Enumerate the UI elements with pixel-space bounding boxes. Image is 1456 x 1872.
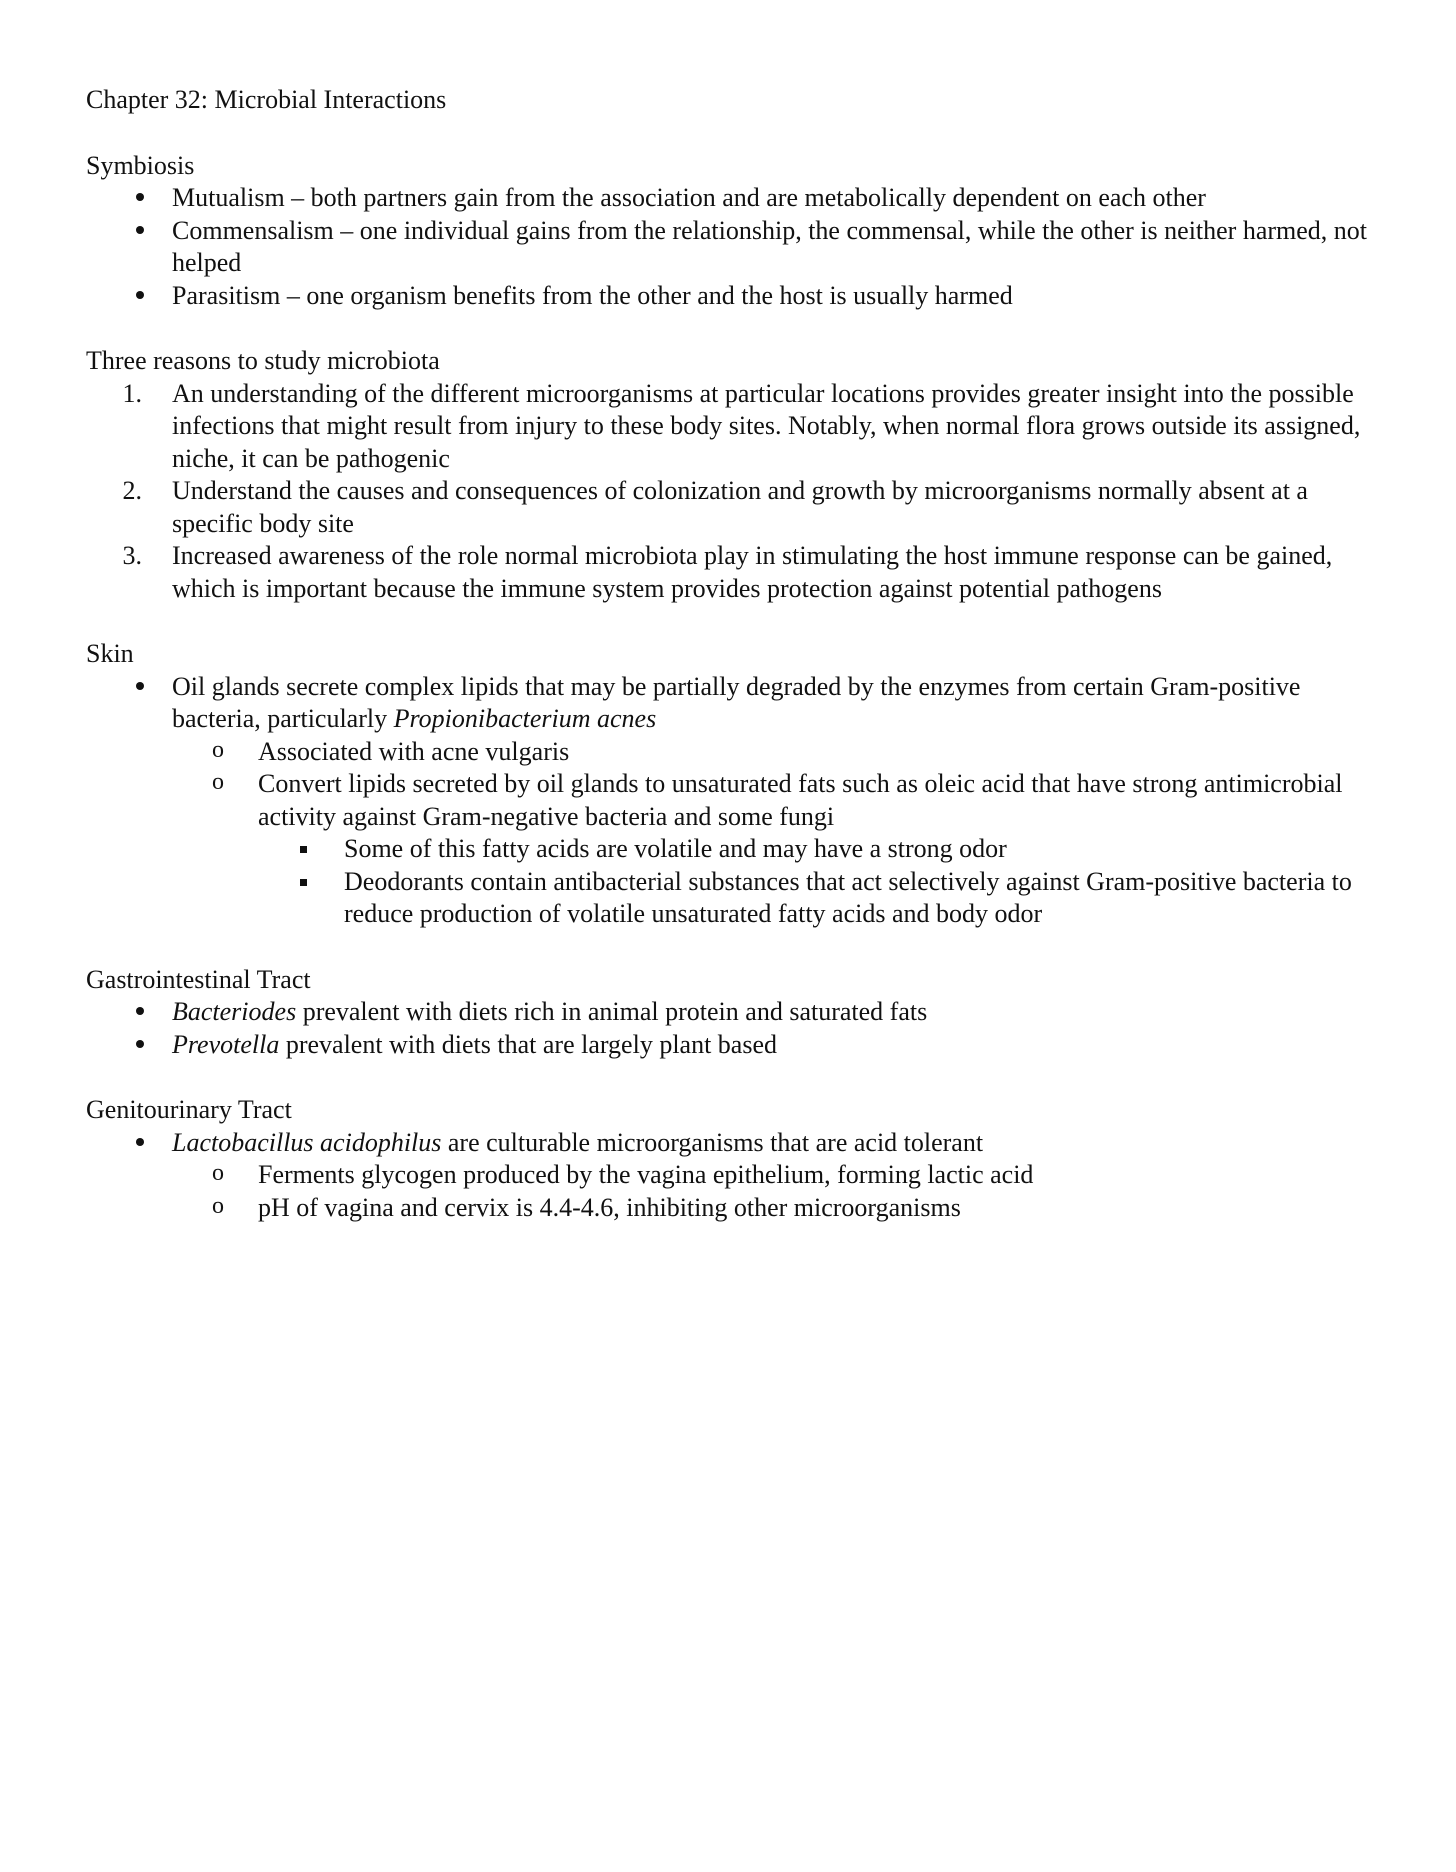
section-skin	[86, 638, 1376, 931]
heading-reasons: Three reasons to study microbiota	[86, 346, 440, 375]
list-item	[86, 671, 1376, 736]
species-name: Prevotella	[172, 1029, 280, 1059]
sub-list-item	[86, 1159, 1376, 1192]
section-gastrointestinal	[86, 964, 1376, 1062]
list-item	[86, 1029, 1376, 1062]
list-item-text: An understanding of the different microorganisms at particular locations provides greater insight into the possible infections that might result from injury to these body sites. Notably, when normal flora grows outside its assigned, niche, it can be pathogenic	[172, 378, 1361, 473]
list-item-text: Ferments glycogen produced by the vagina epithelium, forming lactic acid	[258, 1160, 1034, 1189]
bullet-icon	[126, 182, 166, 215]
sub-bullet-icon: o	[212, 736, 224, 763]
list-item-text: Convert lipids secreted by oil glands to unsaturated fats such as oleic acid that have strong antimicrobial activity against Gram-negative bacteria and some fungi	[258, 769, 1343, 831]
bullet-icon	[126, 671, 166, 704]
item-number: 1.	[122, 378, 142, 408]
square-bullet-icon	[300, 879, 307, 886]
bullet-icon	[126, 996, 166, 1029]
document-title: Chapter 32: Microbial Interactions	[86, 85, 447, 114]
numbered-item	[86, 378, 1376, 476]
list-item-text: Some of this fatty acids are volatile and may have a strong odor	[344, 834, 1007, 863]
list-item	[86, 1127, 1376, 1160]
list-item-text: are culturable microorganisms that are acid tolerant	[441, 1127, 984, 1157]
item-number: 3.	[122, 541, 142, 570]
list-item-text: Associated with acne vulgaris	[258, 736, 570, 766]
list-item-text: prevalent with diets rich in animal protein and saturated fats	[296, 997, 928, 1026]
section-symbiosis	[86, 150, 1376, 313]
document-page	[86, 84, 1376, 1224]
heading-genitourinary: Genitourinary Tract	[86, 1095, 292, 1124]
sub-bullet-icon: o	[212, 1160, 224, 1186]
item-number: 2.	[122, 476, 142, 505]
bullet-icon	[126, 1127, 166, 1160]
bullet-icon	[126, 1029, 166, 1062]
sub-list-item	[86, 1192, 1376, 1225]
list-item-text: Parasitism – one organism benefits from the other and the host is usually harmed	[172, 280, 1013, 310]
numbered-item	[86, 540, 1376, 605]
list-item	[86, 280, 1376, 313]
species-name: Bacteriodes	[172, 997, 297, 1026]
sub-sub-list-item	[86, 833, 1376, 866]
list-item-text: Oil glands secrete complex lipids that may be partially degraded by the enzymes from certain Gram-positive bacteria, particularly	[172, 671, 1301, 733]
list-item-text: Mutualism – both partners gain from the association and are metabolically dependent on each other	[172, 183, 1206, 212]
sub-sub-list-item	[86, 866, 1376, 931]
list-item	[86, 215, 1376, 280]
list-item-text: Commensalism – one individual gains from the relationship, the commensal, while the other is neither harmed, not helped	[172, 215, 1368, 277]
list-item	[86, 182, 1376, 215]
square-bullet-icon	[300, 846, 307, 853]
sub-list-item	[86, 768, 1376, 833]
sub-list-item	[86, 736, 1376, 769]
heading-skin: Skin	[86, 639, 134, 668]
bullet-icon	[126, 280, 166, 313]
sub-bullet-icon: o	[212, 769, 224, 795]
species-name: Lactobacillus acidophilus	[172, 1127, 442, 1157]
list-item-text: pH of vagina and cervix is 4.4-4.6, inhibiting other microorganisms	[258, 1192, 961, 1222]
section-reasons	[86, 345, 1376, 605]
numbered-item	[86, 475, 1376, 540]
bullet-icon	[126, 215, 166, 248]
list-item-text: prevalent with diets that are largely plant based	[279, 1029, 778, 1059]
heading-gastrointestinal: Gastrointestinal Tract	[86, 964, 311, 994]
list-item	[86, 996, 1376, 1029]
heading-symbiosis: Symbiosis	[86, 150, 195, 180]
sub-bullet-icon: o	[212, 1192, 224, 1219]
species-name: Propionibacterium acnes	[393, 704, 657, 733]
list-item-text: Understand the causes and consequences of colonization and growth by microorganisms normally absent at a specific body site	[172, 476, 1308, 538]
section-genitourinary	[86, 1094, 1376, 1224]
list-item-text: Deodorants contain antibacterial substances that act selectively against Gram-positive bacteria to reduce production of volatile unsaturated fatty acids and body odor	[344, 866, 1352, 928]
list-item-text: Increased awareness of the role normal microbiota play in stimulating the host immune response can be gained, which is important because the immune system provides protection against potential pathogens	[172, 541, 1333, 603]
